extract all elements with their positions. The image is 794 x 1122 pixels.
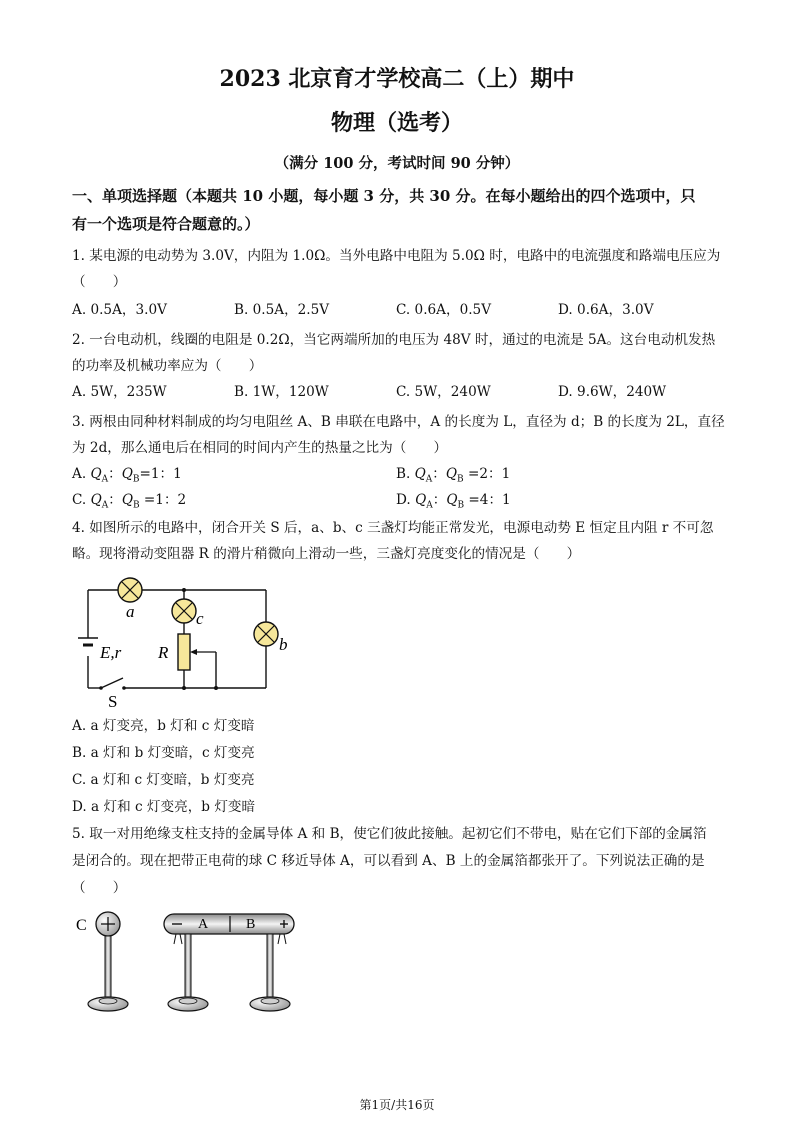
- q2-option-d[interactable]: D. 9.6W，240W: [558, 384, 667, 400]
- q4-stem-line2: 略。现将滑动变阻器 R 的滑片稍微向上滑动一些，三盏灯亮度变化的情况是（ ）: [72, 546, 581, 562]
- q3-option-a[interactable]: A. $Q_A$：$Q_B=1$：1: [72, 466, 182, 485]
- q4-option-a[interactable]: A. a 灯变亮，b 灯和 c 灯变暗: [72, 718, 255, 734]
- q3-option-c[interactable]: C. $Q_A$：$Q_B =1$：2: [72, 492, 187, 511]
- switch-s: [99, 678, 126, 690]
- q3-option-d[interactable]: D. $Q_A$：$Q_B =4$：1: [396, 492, 511, 511]
- q1-option-c[interactable]: C. 0.6A，0.5V: [396, 302, 492, 318]
- q4-stem-line1: 4. 如图所示的电路中，闭合开关 S 后，a、b、c 三盏灯均能正常发光，电源电动势 E 恒定且内阻 r 不可忽: [72, 520, 714, 536]
- conductor-bar-ab: [164, 914, 294, 944]
- label-lamp-a: a: [126, 602, 135, 621]
- q2-option-c[interactable]: C. 5W，240W: [396, 384, 491, 400]
- q1-option-d[interactable]: D. 0.6A，3.0V: [558, 302, 654, 318]
- label-ball-c: C: [76, 917, 87, 934]
- q2-option-b[interactable]: B. 1W，120W: [234, 384, 329, 400]
- q5-stem-line3: （ ）: [72, 880, 127, 896]
- lamp-a: [118, 578, 142, 602]
- exam-title: 2023 北京育才学校高二（上）期中: [219, 66, 575, 92]
- q4-option-b[interactable]: B. a 灯和 b 灯变暗，c 灯变亮: [72, 745, 255, 761]
- q1-stem-line2: （ ）: [72, 274, 127, 290]
- page-footer: 第1页/共16页: [359, 1098, 435, 1112]
- battery-symbol: [78, 638, 98, 645]
- q4-option-c[interactable]: C. a 灯和 c 灯变暗，b 灯变亮: [72, 772, 255, 788]
- label-lamp-c: c: [196, 609, 204, 628]
- q3-stem-line1: 3. 两根由同种材料制成的均匀电阻丝 A、B 串联在电路中，A 的长度为 L，直径为 d；B 的长度为 2L，直径: [72, 414, 725, 430]
- section-heading-line1: 一、单项选择题（本题共 10 小题，每小题 3 分，共 30 分。在每小题给出的四个选项中，只: [72, 187, 696, 205]
- q2-option-a[interactable]: A. 5W，235W: [72, 384, 167, 400]
- lamp-c: [172, 599, 196, 623]
- q1-stem-line1: 1. 某电源的电动势为 3.0V，内阻为 1.0Ω。当外电路中电阻为 5.0Ω 时，电路中的电流强度和路端电压应为: [72, 248, 721, 264]
- exam-note: （满分 100 分，考试时间 90 分钟）: [274, 155, 520, 172]
- label-conductor-a: A: [198, 917, 209, 932]
- q3-option-b[interactable]: B. $Q_A$：$Q_B =2$：1: [396, 466, 511, 485]
- q3-stem-line2: 为 2d，那么通电后在相同的时间内产生的热量之比为（ ）: [72, 440, 448, 456]
- q1-option-b[interactable]: B. 0.5A，2.5V: [234, 302, 330, 318]
- label-source: E,r: [100, 643, 122, 662]
- label-conductor-b: B: [246, 917, 256, 932]
- q4-option-d[interactable]: D. a 灯和 c 灯变亮，b 灯变暗: [72, 799, 256, 815]
- q1-option-a[interactable]: A. 0.5A，3.0V: [72, 302, 167, 318]
- conductors-diagram: [70, 906, 310, 1026]
- exam-subject: 物理（选考）: [330, 110, 463, 136]
- lamp-b: [254, 622, 278, 646]
- q5-stem-line2: 是闭合的。现在把带正电荷的球 C 移近导体 A，可以看到 A、B 上的金属箔都张开了。下列说法正确的是: [72, 853, 705, 869]
- q2-stem-line1: 2. 一台电动机，线圈的电阻是 0.2Ω，当它两端所加的电压为 48V 时，通过的电流是 5A。这台电动机发热: [72, 332, 716, 348]
- label-rheostat: R: [158, 643, 169, 662]
- section-heading-line2: 有一个选项是符合题意的。）: [72, 215, 260, 233]
- q2-stem-line2: 的功率及机械功率应为（ ）: [72, 358, 263, 374]
- circuit-diagram: [70, 572, 300, 712]
- rheostat-r: [178, 634, 216, 670]
- label-lamp-b: b: [279, 635, 288, 654]
- stand-b: [250, 934, 290, 1011]
- label-switch: S: [108, 692, 118, 711]
- q5-stem-line1: 5. 取一对用绝缘支柱支持的金属导体 A 和 B，使它们彼此接触。起初它们不带电，贴在它们下部的金属箔: [72, 826, 707, 842]
- charged-ball-c: [88, 912, 128, 1011]
- stand-a: [168, 934, 208, 1011]
